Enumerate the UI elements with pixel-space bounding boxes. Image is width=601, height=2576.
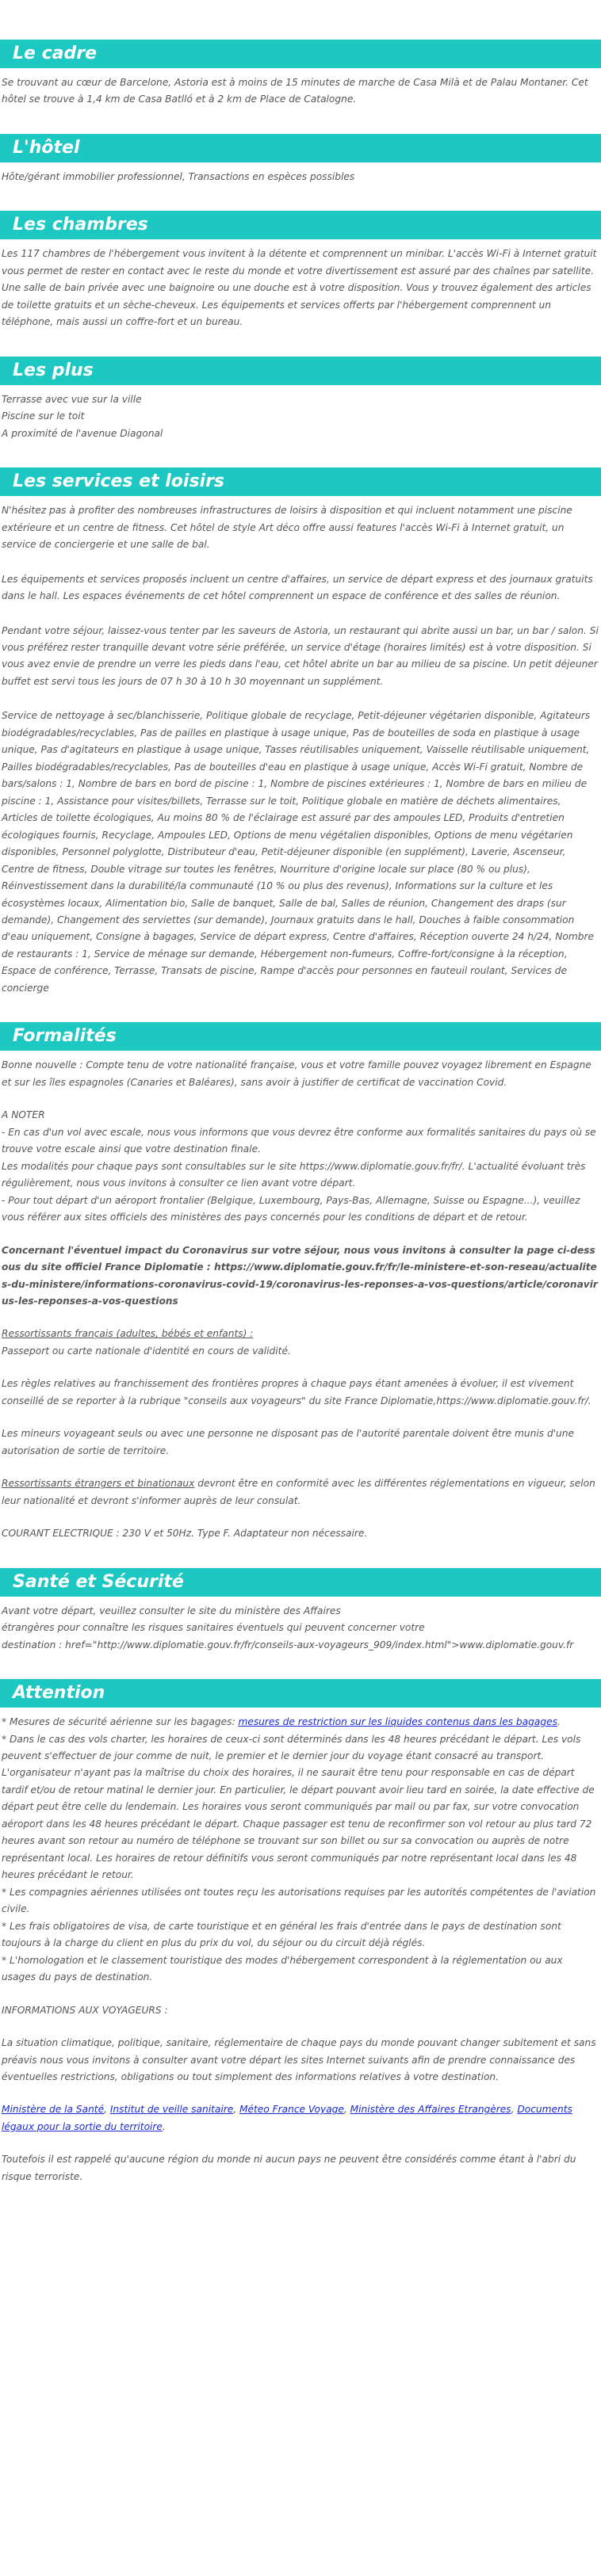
- ressortissants-etr-text: devront être en conformité avec les différentes réglementations en vigueur, selon leur nationalité et devront s'informer auprès de leur consulat.: [2, 1478, 595, 1506]
- anoter-line: - Pour tout départ d'un aéroport frontalier (Belgique, Luxembourg, Pays-Bas, Allemagne, Suisse ou Espagne...), veuillez vous référer aux sites officiels des ministères des pays concernés pour les conditions de départ et de retour.: [2, 1194, 580, 1223]
- plus-line: Piscine sur le toit: [2, 410, 85, 422]
- mesures-link[interactable]: mesures de restriction sur les liquides contenus dans les bagages: [238, 1716, 557, 1728]
- ressortissants-etrangers: [2, 1475, 599, 1509]
- info-voyageurs-text: La situation climatique, politique, sanitaire, réglementaire de chaque pays du monde pouvant changer subitement et sans préavis nous vous invitons à consulter avant votre départ les sites Internet suivants afin de prendre connaissance des éventuelles restrictions, obligations ou tout simplement des informations relatives à votre destination.: [2, 2037, 596, 2082]
- mineurs-text: Les mineurs voyageant seuls ou avec une personne ne disposant pas de l'autorité parentale doivent être munis d'une autorisation de sortie de territoire.: [2, 1428, 575, 1456]
- section-hotel: [0, 134, 601, 185]
- mesures-prefix: * Mesures de sécurité aérienne sur les bagages:: [2, 1716, 239, 1728]
- cadre-text: Se trouvant au cœur de Barcelone, Astoria est à moins de 15 minutes de marche de Casa Milà et de Palau Montaner. Cet hôtel se trouve à 1,4 km de Casa Batlló et à 2 km de Place de Catalogne.: [2, 77, 588, 105]
- link-meteo-france[interactable]: Méteo France Voyage: [239, 2104, 344, 2116]
- plus-line: Terrasse avec vue sur la ville: [2, 393, 142, 405]
- anoter-title: A NOTER: [2, 1109, 45, 1121]
- frontieres-text: Les règles relatives au franchissement des frontières propres à chaque pays étant amenées à évoluer, il est vivement conseillé de se reporter à la rubrique "conseils aux voyageurs" du site France Diplomatie,https://www.diplomatie.gouv.fr/.: [2, 1378, 591, 1406]
- anoter-line: - En cas d'un vol avec escale, nous vous informons que vous devrez être conforme aux formalités sanitaires du pays où se trouve votre escale ainsi que votre destination finale.: [2, 1126, 596, 1155]
- plus-line: A proximité de l'avenue Diagonal: [2, 427, 163, 439]
- sante-line: étrangères pour connaître les risques sanitaires éventuels qui peuvent concerner votre: [2, 1622, 425, 1634]
- info-voyageurs-title: INFORMATIONS AUX VOYAGEURS :: [2, 2004, 168, 2016]
- link-affaires-etrangeres[interactable]: Ministère des Affaires Etrangères: [350, 2104, 511, 2116]
- section-title-chambres: Les chambres: [0, 211, 601, 239]
- formalites-intro: Bonne nouvelle : Compte tenu de votre nationalité française, vous et votre famille pouvez voyagez librement en Espagne et sur les îles espagnoles (Canaries et Baléares), sans avoir à justifier de certificat de vaccination Covid.: [2, 1059, 591, 1088]
- link-separator: ,: [343, 2104, 350, 2116]
- anoter-line: Les modalités pour chaque pays sont consultables sur le site https://www.diplomatie.gouv.fr/fr/. L'actualité évoluant très régulièrement, nous vous invitons à consulter ce lien avant votre départ.: [2, 1160, 586, 1189]
- section-services: [0, 467, 601, 997]
- ressortissants-fr-text: Passeport ou carte nationale d'identité en cours de validité.: [2, 1345, 291, 1357]
- terrorisme-notice: Toutefois il est rappelé qu'aucune région du monde ni aucun pays ne peuvent être considérés comme étant à l'abri du risque terroriste.: [2, 2154, 576, 2182]
- sante-line: destination : href="http://www.diplomatie.gouv.fr/fr/conseils-aux-voyageurs_909/index.html">www.diplomatie.gouv.fr: [2, 1639, 574, 1651]
- official-links: [2, 2101, 599, 2135]
- page-bottom-spacer: [0, 2185, 601, 2257]
- section-cadre: [0, 40, 601, 109]
- section-chambres: [0, 211, 601, 330]
- section-title-services: Les services et loisirs: [0, 467, 601, 496]
- attention-bullet: * Les frais obligatoires de visa, de carte touristique et en général les frais d'entrée dans le pays de destination sont toujours à la charge du client en plus du prix du vol, du séjour ou du circuit déjà réglés.: [2, 1920, 561, 1949]
- link-separator: ,: [104, 2104, 110, 2116]
- covid-notice: Concernant l'éventuel impact du Coronavirus sur votre séjour, nous vous invitons à consulter la page ci-dessous du site officiel France Diplomatie : https://www.diplomatie.gouv.fr/fr/le-ministere-et-son-reseau/actualites-du-ministere/informations-coronavirus-covid-19/coronavirus-les-reponses-a-vos-questions/article/coronavirus-les-reponses-a-vos-questions: [2, 1244, 598, 1307]
- ressortissants-fr-label: Ressortissants français (adultes, bébés et enfants) :: [2, 1328, 254, 1340]
- hotel-text: Hôte/gérant immobilier professionnel, Transactions en espèces possibles: [2, 170, 355, 182]
- mesures-securite: [2, 1714, 599, 1731]
- section-title-cadre: Le cadre: [0, 40, 601, 68]
- section-attention: [0, 1679, 601, 2185]
- section-title-sante: Santé et Sécurité: [0, 1568, 601, 1597]
- chambres-text: Les 117 chambres de l'hébergement vous invitent à la détente et comprennent un minibar. L'accès Wi-Fi à Internet gratuit vous permet de rester en contact avec le reste du monde et votre divertissement est assuré par des chaînes par satellite. Une salle de bain privée avec une baignoire ou une douche est à votre disposition. Vous y trouvez également des articles de toilette gratuits et un sèche-cheveux. Les équipements et services offerts par l'hébergement comprennent un téléphone, mais aussi un coffre-fort et un bureau.: [2, 248, 597, 328]
- sante-line: Avant votre départ, veuillez consulter le site du ministère des Affaires: [2, 1605, 341, 1616]
- section-title-plus: Les plus: [0, 357, 601, 385]
- section-title-formalites: Formalités: [0, 1022, 601, 1051]
- link-separator: ,: [511, 2104, 518, 2116]
- services-paragraph: Les équipements et services proposés incluent un centre d'affaires, un service de départ express et des journaux gratuits dans le hall. Les espaces événements de cet hôtel comprennent un espace de conférence et des salles de réunion.: [2, 573, 593, 602]
- link-documents-legaux[interactable]: Documents légaux pour la sortie du territoire: [2, 2104, 572, 2132]
- attention-bullet: * L'homologation et le classement touristique des modes d'hébergement correspondent à la réglementation ou aux usages du pays de destination.: [2, 1954, 563, 1983]
- services-list: Service de nettoyage à sec/blanchisserie, Politique globale de recyclage, Petit-déjeuner végétarien disponible, Agitateurs biodégradables/recyclables, Pas de pailles en plastique à usage unique, Pas de bouteilles de soda en plastique à usage unique, Pas d'agitateurs en plastique à usage unique, Tasses réutilisables uniquement, Vaisselle réutilisable uniquement, Pailles biodégradables/recyclables, Pas de bouteilles d'eau en plastique à usage unique, Accès Wi-Fi gratuit, Nombre de bars/salons : 1, Nombre de bars en bord de piscine : 1, Nombre de piscines extérieures : 1, Nombre de bars en milieu de piscine : 1, Assistance pour visites/billets, Terrasse sur le toit, Politique globale en matière de déchets alimentaires, Articles de toilette écologiques, Au moins 80 % de l'éclairage est assuré par des ampoules LED, Produits d'entretien écologiques fournis, Recyclage, Ampoules LED, Options de menu végétalien disponibles, Options de menu végétarien disponibles, Personnel polyglotte, Distributeur d'eau, Petit-déjeuner disponible (en supplément), Laverie, Ascenseur, Centre de fitness, Double vitrage sur toutes les fenêtres, Nourriture d'origine locale sur place (80 % ou plus), Réinvestissement dans la durabilité/la communauté (10 % ou plus des revenus), Informations sur la culture et les écosystèmes locaux, Alimentation bio, Salle de banquet, Salle de bal, Salles de réunion, Changement des draps (sur demande), Changement des serviettes (sur demande), Journaux gratuits dans le hall, Douches à faible consommation d'eau uniquement, Consigne à bagages, Service de départ express, Centre d'affaires, Réception ouverte 24 h/24, Nombre de restaurants : 1, Service de ménage sur demande, Hébergement non-fumeurs, Coffre-fort/consigne à la réception, Espace de conférence, Terrasse, Transats de piscine, Rampe d'accès pour personnes en fauteuil roulant, Services de concierge: [2, 710, 594, 994]
- mesures-suffix: .: [557, 1716, 561, 1728]
- section-plus: [0, 357, 601, 442]
- ressortissants-etr-label: Ressortissants étrangers et binationaux: [2, 1478, 195, 1490]
- section-formalites: [0, 1022, 601, 1542]
- services-paragraph: N'hésitez pas à profiter des nombreuses infrastructures de loisirs à disposition et qui incluent notamment une piscine extérieure et un centre de fitness. Cet hôtel de style Art déco offre aussi features l'accès Wi-Fi à Internet gratuit, un service de conciergerie et une salle de bal.: [2, 505, 572, 551]
- link-separator: .: [162, 2120, 166, 2132]
- services-paragraph: Pendant votre séjour, laissez-vous tenter par les saveurs de Astoria, un restaurant qui abrite aussi un bar, un bar / salon. Si vous préférez rester tranquille devant votre série préférée, un service d'étage (horaires limités) est à votre disposition. Si vous avez envie de prendre un verre les pieds dans l'eau, cet hôtel abrite un bar au milieu de sa piscine. Un petit déjeuner buffet est servi tous les jours de 07 h 30 à 10 h 30 moyennant un supplément.: [2, 624, 599, 687]
- section-sante: [0, 1568, 601, 1654]
- attention-bullet: * Les compagnies aériennes utilisées ont toutes reçu les autorisations requises par les autorités compétentes de l'aviation civile.: [2, 1886, 596, 1915]
- link-veille-sanitaire[interactable]: Institut de veille sanitaire: [109, 2104, 234, 2116]
- section-title-hotel: L'hôtel: [0, 134, 601, 162]
- courant-electrique: COURANT ELECTRIQUE : 230 V et 50Hz. Type F. Adaptateur non nécessaire.: [2, 1528, 368, 1540]
- link-separator: ,: [233, 2104, 239, 2116]
- section-title-attention: Attention: [0, 1679, 601, 1708]
- link-ministere-sante[interactable]: Ministère de la Santé: [2, 2104, 105, 2116]
- attention-bullet: * Dans le cas des vols charter, les horaires de ceux-ci sont déterminés dans les 48 heures précédant le départ. Les vols peuvent s'effectuer de jour comme de nuit, le premier et le dernier jour du voyage étant consacré au transport. L'organisateur n'ayant pas la maîtrise du choix des horaires, il ne saurait être tenu pour responsable en cas de départ tardif et/ou de retour matinal le dernier jour. En particulier, le départ pouvant avoir lieu tard en soirée, la date effective de départ peut être celle du lendemain. Les horaires vous seront communiqués par mail ou par fax, sur votre convocation aéroport dans les 48 heures précédant le départ. Chaque passager est tenu de reconfirmer son vol retour au plus tard 72 heures avant son retour au numéro de téléphone se trouvant sur son billet ou sur sa convocation ou auprès de notre représentant local. Les horaires de retour définitifs vous seront communiqués par notre représentant local dans les 48 heures précédant le retour.: [2, 1733, 595, 1881]
